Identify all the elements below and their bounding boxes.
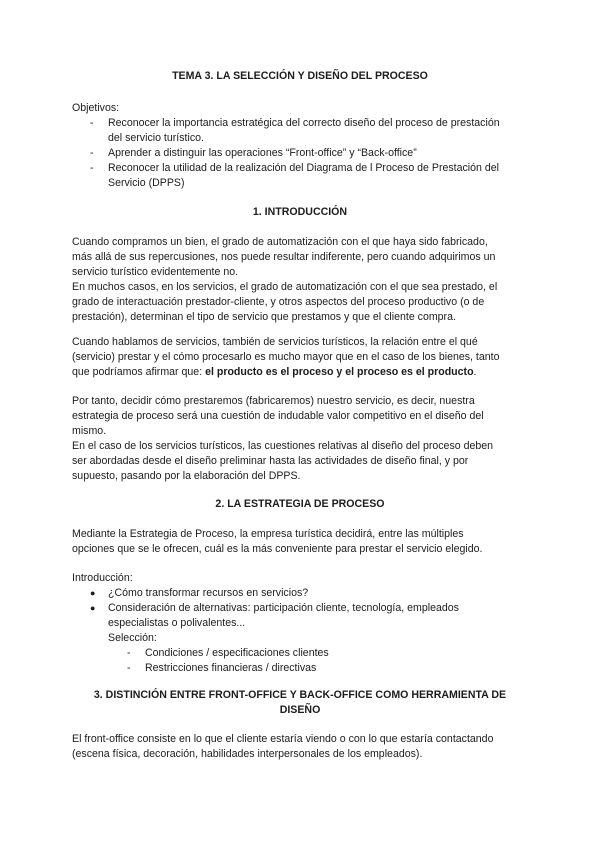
page-title: TEMA 3. LA SELECCIÓN Y DISEÑO DEL PROCESO: [172, 70, 428, 82]
paragraph-line: más allá de sus repercusiones, nos puede resultar indiferente, pero cuando adquirimos un: [72, 251, 496, 263]
dash-marker: -: [90, 162, 94, 174]
selection-item-2: Restricciones financieras / directivas: [145, 662, 317, 674]
objective-3-line-1: Reconocer la utilidad de la realización del Diagrama de l Proceso de Prestación del: [108, 162, 500, 174]
paragraph-line: prestación), determinan el tipo de servicio que prestamos y que el cliente compra.: [72, 311, 456, 323]
paragraph-text: .: [473, 366, 477, 378]
dash-marker: -: [90, 147, 94, 159]
objective-1-line-1: Reconocer la importancia estratégica del correcto diseño del proceso de prestación: [108, 117, 500, 129]
paragraph-line: Cuando compramos un bien, el grado de automatización con el que haya sido fabricado,: [72, 236, 488, 248]
paragraph-line-emphasis: [72, 365, 477, 380]
selection-item-1: Condiciones / especificaciones clientes: [145, 647, 329, 659]
paragraph-text: que podríamos afirmar que:: [72, 366, 206, 378]
paragraph-line: Mediante la Estrategia de Proceso, la empresa turística decidirá, entre las múltiples: [72, 528, 464, 540]
paragraph-line: Cuando hablamos de servicios, también de servicios turísticos, la relación entre el qué: [72, 336, 478, 348]
bullet-item-2-line-2: especialistas o polivalentes...: [108, 617, 246, 629]
paragraph-line: opciones que se le ofrecen, cuál es la más conveniente para prestar el servicio elegido.: [72, 543, 483, 555]
paragraph-line: (servicio) prestar y el cómo procesarlo es mucho mayor que en el caso de los bienes, tanto: [72, 351, 500, 363]
paragraph-line: En muchos casos, en los servicios, el grado de automatización con el que sea prestado, el: [72, 281, 498, 293]
paragraph-line: El front-office consiste en lo que el cliente estaría viendo o con lo que estaría contactando: [72, 733, 494, 745]
paragraph-line: servicio turístico evidentemente no.: [72, 266, 239, 278]
objective-3-line-2: Servicio (DPPS): [108, 177, 185, 189]
paragraph-line: mismo.: [72, 425, 107, 437]
section-3-heading-line-2: DISEÑO: [279, 704, 321, 716]
objectives-label: Objetivos:: [72, 102, 120, 114]
paragraph-line: estrategia de proceso será una cuestión de indudable valor competitivo en el diseño del: [72, 410, 484, 422]
bullet-item-2-line-1: Consideración de alternativas: participación cliente, tecnología, empleados: [108, 602, 459, 614]
selection-label: Selección:: [108, 632, 157, 644]
dash-marker: -: [90, 117, 94, 129]
dash-marker: -: [127, 662, 131, 674]
section-2-heading: 2. LA ESTRATEGIA DE PROCESO: [215, 498, 385, 510]
introduction-label: Introducción:: [72, 572, 133, 584]
objective-2-line-1: Aprender a distinguir las operaciones “Front-office” y “Back-office”: [108, 147, 417, 159]
paragraph-line: (escena física, decoración, habilidades interpersonales de los empleados).: [72, 748, 423, 760]
objective-1-line-2: del servicio turístico.: [108, 132, 204, 144]
paragraph-line: supuesto, pasando por la elaboración del DPPS.: [72, 470, 301, 482]
key-statement: el producto es el proceso y el proceso es el producto: [205, 366, 474, 378]
paragraph-line: Por tanto, decidir cómo prestaremos (fabricaremos) nuestro servicio, es decir, nuestra: [72, 395, 475, 407]
paragraph-line: grado de interactuación prestador-cliente, y otros aspectos del proceso productivo (o de: [72, 296, 485, 308]
dash-marker: -: [127, 647, 131, 659]
paragraph-line: En el caso de los servicios turísticos, las cuestiones relativas al diseño del proceso deben: [72, 440, 494, 452]
bullet-marker: ●: [90, 603, 96, 613]
bullet-marker: ●: [90, 588, 96, 598]
section-3-heading-line-1: 3. DISTINCIÓN ENTRE FRONT-OFFICE Y BACK-OFFICE COMO HERRAMIENTA DE: [93, 689, 507, 701]
paragraph-line: ser abordadas desde el diseño preliminar hasta las actividades de diseño final, y por: [72, 455, 469, 467]
bullet-item-1: ¿Cómo transformar recursos en servicios?: [108, 587, 309, 599]
section-1-heading: 1. INTRODUCCIÓN: [252, 206, 348, 218]
